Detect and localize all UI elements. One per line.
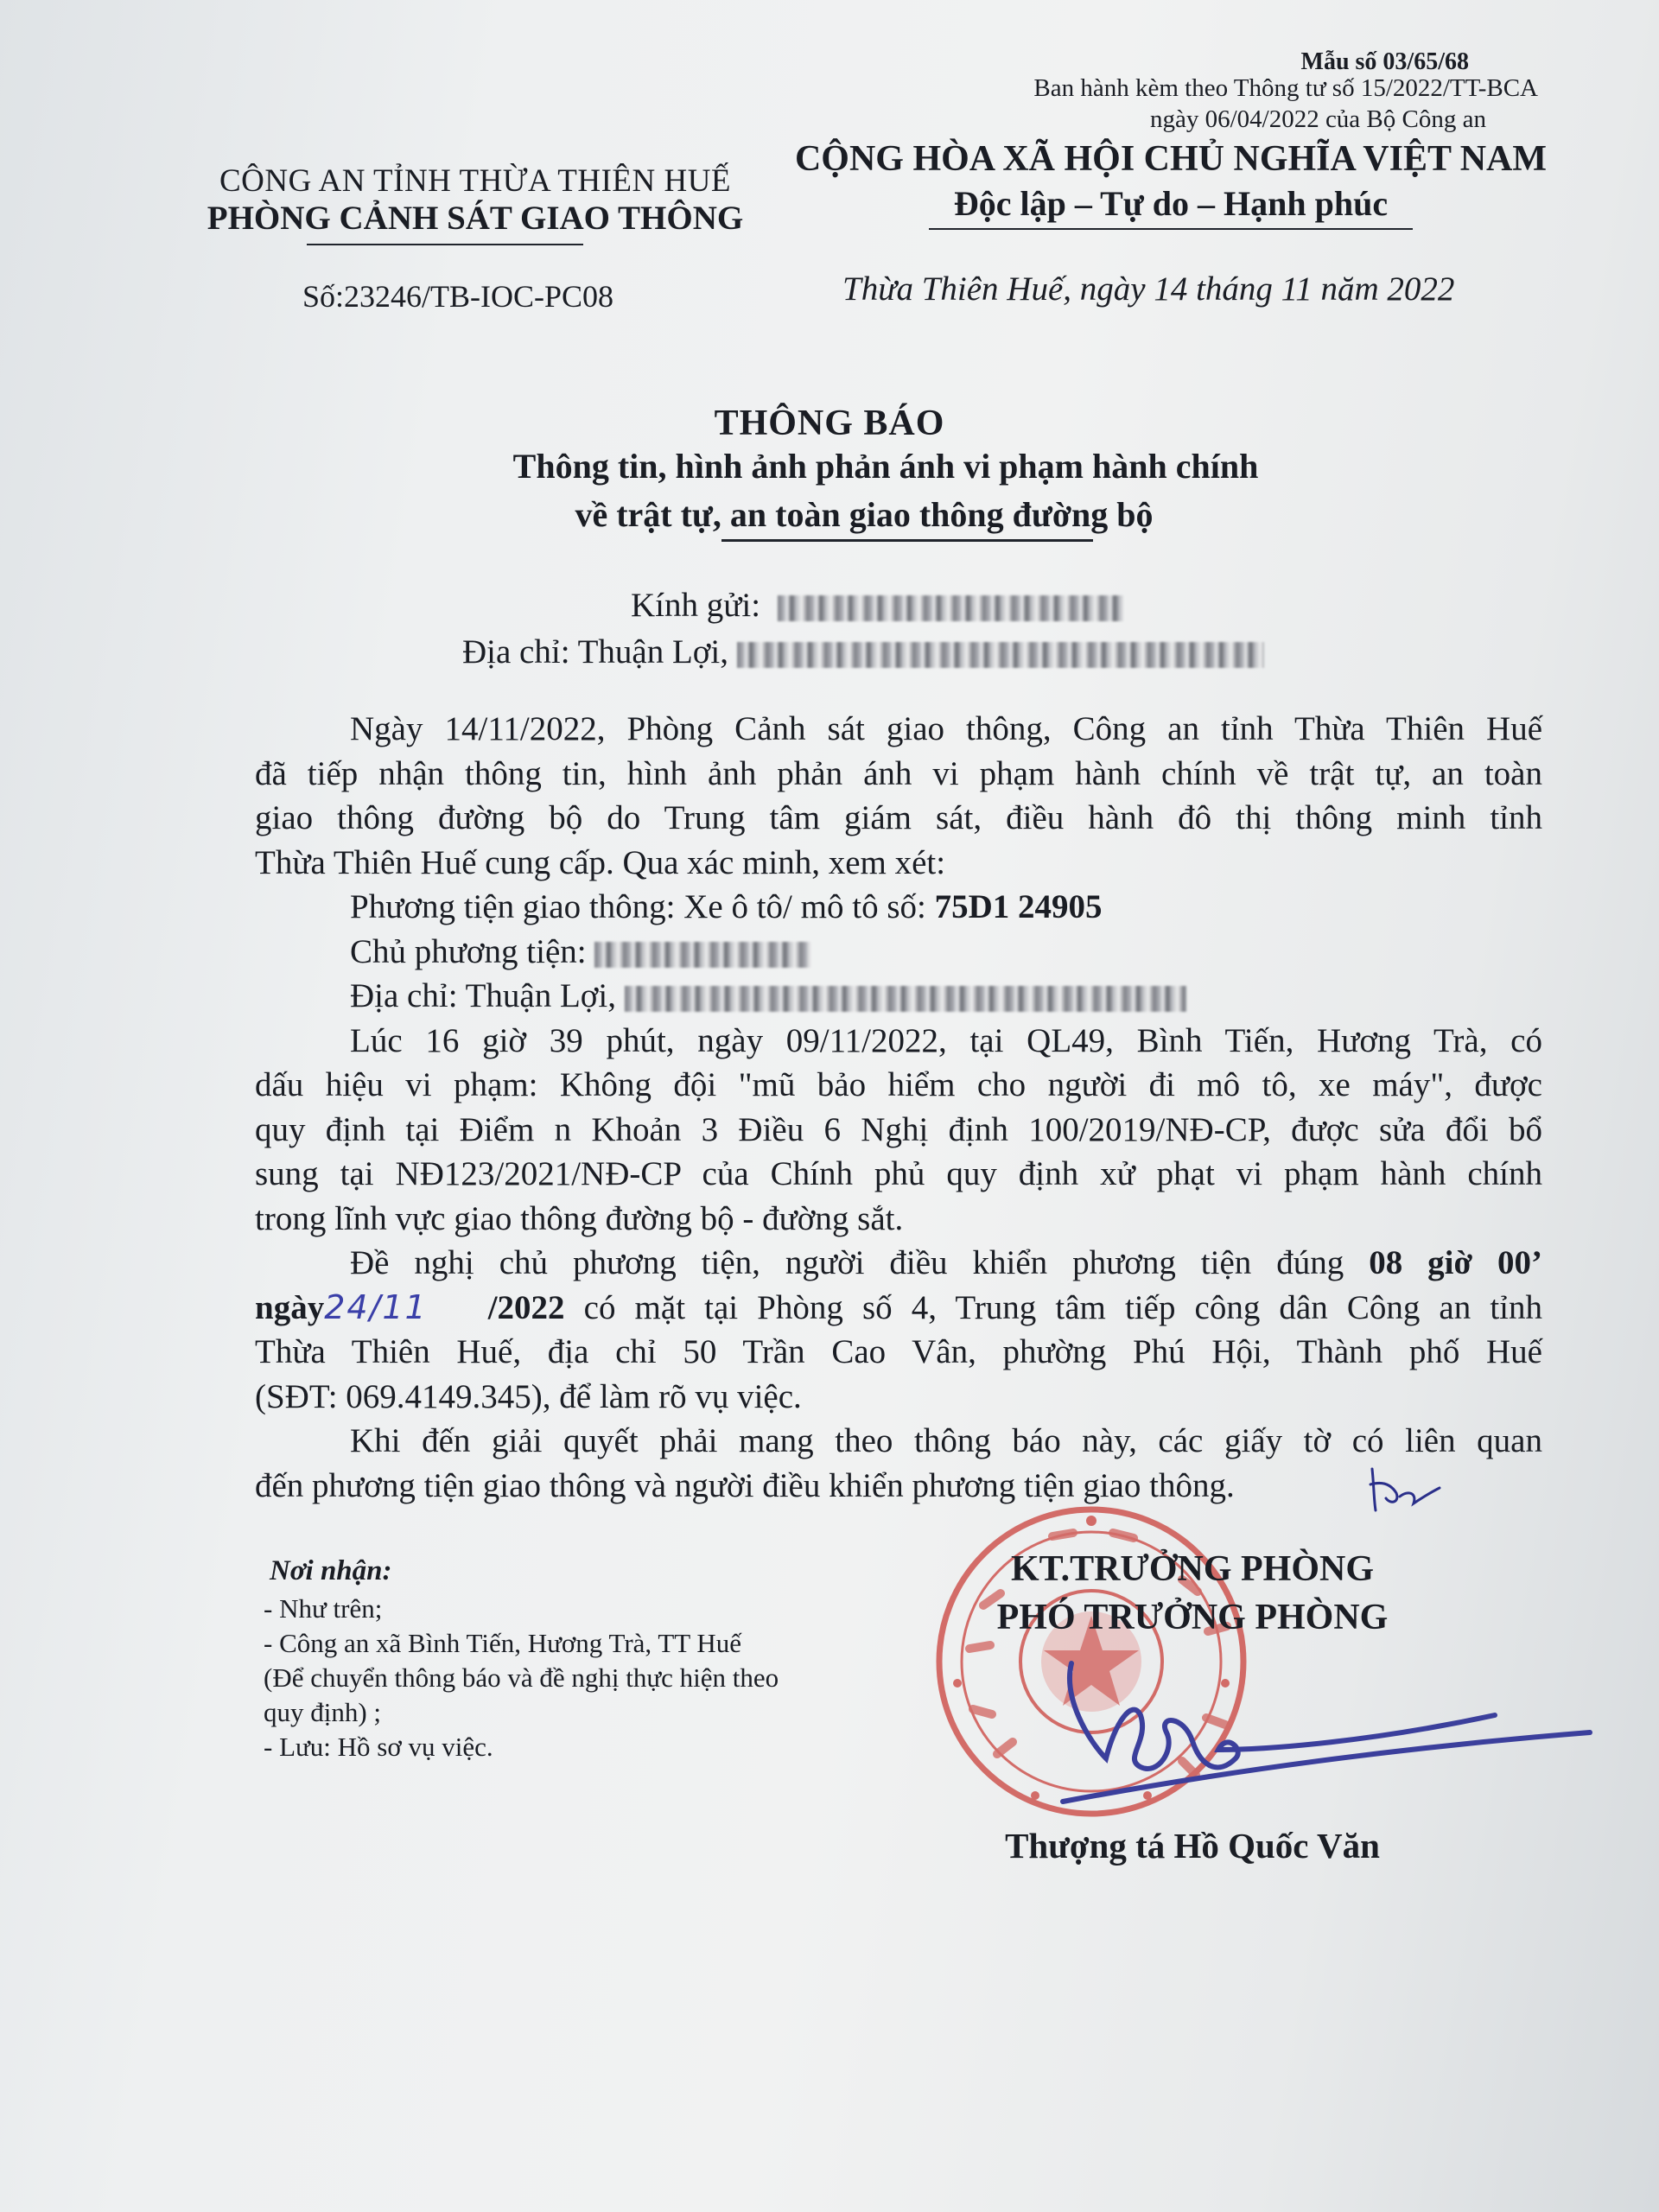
redacted-recipient-name bbox=[778, 595, 1123, 621]
paragraph-4-line2: đến phương tiện giao thông và người điều khiển phương tiện giao thông. bbox=[255, 1466, 1235, 1504]
initial-mark-icon bbox=[1365, 1459, 1443, 1519]
recipient-item-5: - Lưu: Hồ sơ vụ việc. bbox=[264, 1732, 493, 1762]
agency-underline bbox=[307, 244, 583, 245]
handwritten-date: 24/11 bbox=[324, 1287, 428, 1326]
agency-name: PHÒNG CẢNH SÁT GIAO THÔNG bbox=[207, 200, 744, 237]
paragraph-3-line2 bbox=[255, 1286, 1542, 1331]
recipient-address-line bbox=[462, 632, 1264, 671]
paragraph-1-line2: đã tiếp nhận thông tin, hình ảnh phản ánh vi phạm hành chính về trật tự, an toàn bbox=[255, 754, 1542, 792]
paragraph-4-line1: Khi đến giải quyết phải mang theo thông báo này, các giấy tờ có liên quan bbox=[350, 1422, 1542, 1459]
recipient-label: Kính gửi: bbox=[631, 587, 761, 624]
redacted-owner-name bbox=[594, 942, 810, 968]
paragraph-1-line4: Thừa Thiên Huế cung cấp. Qua xác minh, xem xét: bbox=[255, 843, 946, 881]
paragraph-3-text: Đề nghị chủ phương tiện, người điều khiển phương tiện đúng bbox=[350, 1244, 1370, 1281]
paragraph-3-line1 bbox=[255, 1241, 1542, 1286]
signatory-title-line1: KT.TRƯỞNG PHÒNG bbox=[1011, 1549, 1374, 1589]
redacted-recipient-address bbox=[737, 642, 1264, 668]
document-title: THÔNG BÁO bbox=[714, 404, 945, 443]
paragraph-3-line3: Thừa Thiên Huế, địa chỉ 50 Trần Cao Vân, phường Phú Hội, Thành phố Huế bbox=[255, 1333, 1542, 1370]
signer-name: Thượng tá Hồ Quốc Văn bbox=[1005, 1826, 1380, 1866]
form-issued-line1: Ban hành kèm theo Thông tư số 15/2022/TT-BCA bbox=[1033, 74, 1538, 102]
paragraph-2-line5: trong lĩnh vực giao thông đường bộ - đường sắt. bbox=[255, 1199, 904, 1237]
signature-icon bbox=[1011, 1646, 1599, 1810]
recipient-item-4: quy định) ; bbox=[264, 1697, 382, 1727]
document-number: Số:23246/TB-IOC-PC08 bbox=[302, 279, 614, 314]
owner-line bbox=[255, 930, 1542, 975]
paragraph-2-line4: sung tại NĐ123/2021/NĐ-CP của Chính phủ quy định xử phạt vi phạm hành chính bbox=[255, 1155, 1542, 1192]
document-subtitle-line1: Thông tin, hình ảnh phản ánh vi phạm hành chính bbox=[512, 447, 1259, 486]
owner-label: Chủ phương tiện: bbox=[350, 932, 595, 970]
appointment-year: /2022 bbox=[487, 1288, 565, 1326]
appointment-time: 08 giờ 00’ bbox=[1369, 1244, 1543, 1281]
paragraph-3-line4: (SĐT: 069.4149.345), để làm rõ vụ việc. bbox=[255, 1377, 802, 1415]
address-visible: Thuận Lợi, bbox=[577, 633, 737, 671]
document-body bbox=[255, 707, 1542, 1508]
motto-underline bbox=[929, 228, 1413, 230]
paragraph-2-line2: dấu hiệu vi phạm: Không đội "mũ bảo hiểm cho người đi mô tô, xe máy", được bbox=[255, 1066, 1542, 1103]
vehicle-label: Phương tiện giao thông: Xe ô tô/ mô tô số: bbox=[350, 888, 935, 925]
paragraph-3-line2-rest: có mặt tại Phòng số 4, Trung tâm tiếp công dân Công an tỉnh bbox=[564, 1288, 1542, 1326]
recipient-item-1: - Như trên; bbox=[264, 1593, 383, 1624]
nation-name: CỘNG HÒA XÃ HỘI CHỦ NGHĨA VIỆT NAM bbox=[794, 139, 1548, 179]
agency-parent: CÔNG AN TỈNH THỪA THIÊN HUẾ bbox=[219, 163, 732, 199]
recipient-line bbox=[631, 586, 1123, 625]
recipient-item-3: (Để chuyển thông báo và đề nghị thực hiện theo bbox=[264, 1662, 779, 1693]
date-place: Thừa Thiên Huế, ngày 14 tháng 11 năm 2022 bbox=[842, 270, 1455, 308]
form-number: Mẫu số 03/65/68 bbox=[1300, 48, 1469, 75]
owner-address-line bbox=[255, 974, 1542, 1019]
redacted-owner-address bbox=[625, 986, 1186, 1012]
document-subtitle-line2: về trật tự, an toàn giao thông đường bộ bbox=[575, 495, 1154, 534]
paragraph-1-line1: Ngày 14/11/2022, Phòng Cảnh sát giao thông, Công an tỉnh Thừa Thiên Huế bbox=[350, 710, 1542, 747]
appointment-day-label: ngày bbox=[255, 1288, 325, 1326]
paragraph-2-line1: Lúc 16 giờ 39 phút, ngày 09/11/2022, tại QL49, Bình Tiến, Hương Trà, có bbox=[350, 1021, 1542, 1059]
vehicle-line bbox=[255, 885, 1542, 930]
title-underline bbox=[721, 539, 1093, 542]
paragraph-1-line3: giao thông đường bộ do Trung tâm giám sát, điều hành đô thị thông minh tỉnh bbox=[255, 799, 1542, 836]
signatory-title-line2: PHÓ TRƯỞNG PHÒNG bbox=[996, 1598, 1389, 1637]
owner-address-label: Địa chỉ: Thuận Lợi, bbox=[350, 977, 625, 1014]
paragraph-2-line3: quy định tại Điểm n Khoản 3 Điều 6 Nghị định 100/2019/NĐ-CP, được sửa đổi bổ bbox=[255, 1110, 1542, 1148]
recipient-item-2: - Công an xã Bình Tiến, Hương Trà, TT Huế bbox=[264, 1628, 742, 1658]
nation-motto: Độc lập – Tự do – Hạnh phúc bbox=[953, 184, 1389, 223]
form-issued-line2: ngày 06/04/2022 của Bộ Công an bbox=[1149, 105, 1486, 133]
recipients-title: Nơi nhận: bbox=[270, 1555, 392, 1586]
license-plate: 75D1 24905 bbox=[934, 888, 1103, 925]
address-label: Địa chỉ: bbox=[462, 633, 570, 671]
